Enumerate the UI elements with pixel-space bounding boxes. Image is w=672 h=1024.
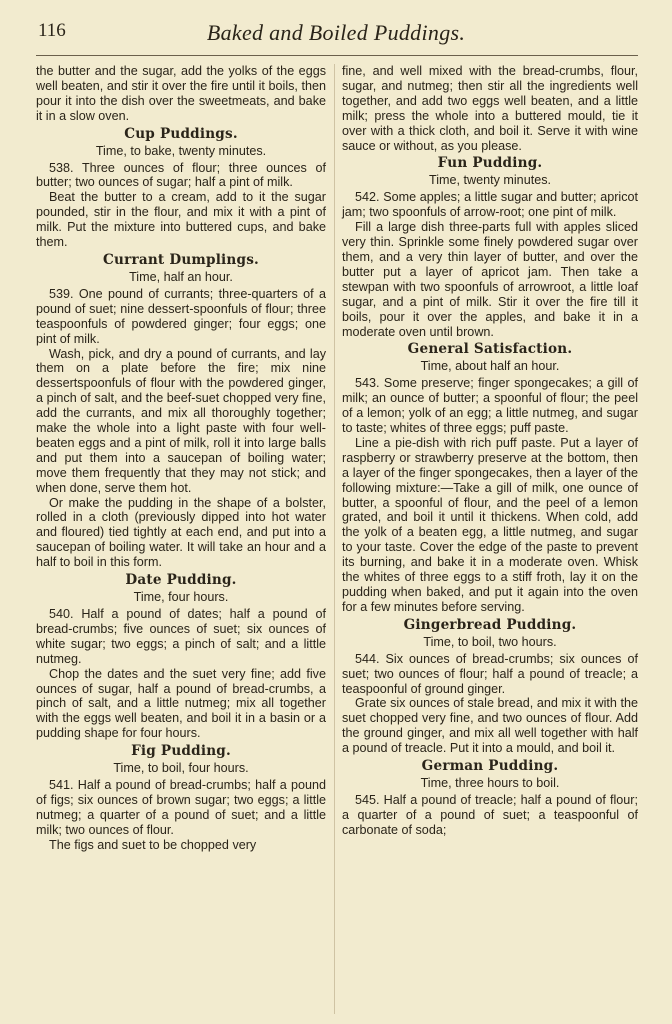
recipe-ingredients: 544. Six ounces of bread-crumbs; six ounces of suet; two ounces of flour; half a pound of treacle; a teaspoonful of ground ginger. — [342, 651, 638, 696]
recipe-directions: Beat the butter to a cream, add to it the sugar pounded, stir in the flour, and mix it with a pint of milk. Put the mixture into buttered cups, and bake them. — [36, 190, 326, 250]
running-title: Baked and Boiled Puddings. — [206, 20, 466, 45]
header-rule — [36, 55, 638, 56]
recipe-time: Time, half an hour. — [129, 269, 233, 284]
recipe-directions: The figs and suet to be chopped very — [49, 837, 257, 852]
continued-paragraph: fine, and well mixed with the bread-crumbs, flour, sugar, and nutmeg; then stir all the ingredients well together, and add two eggs well beaten, and a little milk; press the whole into a buttered mould, tie it over with a thick cloth, and boil it. Serve it with wine sauce or without, as you please. — [342, 64, 638, 153]
recipe-directions: Chop the dates and the suet very fine; add five ounces of sugar, half a pound of bread-crumbs, a pinch of salt, and a little nutmeg; mix all together with the eggs well beaten, and boil it in a basin or a pudding shape for four hours. — [36, 666, 326, 741]
recipe-time: Time, to boil, four hours. — [113, 761, 249, 776]
recipe-heading: Date Pudding. — [125, 572, 237, 589]
recipe-ingredients: 541. Half a pound of bread-crumbs; half a pound of figs; six ounces of brown sugar; two eggs; a little nutmeg; a quarter of a pound of suet; and a little milk; two ounces of flour. — [36, 778, 326, 837]
page-header — [38, 20, 634, 52]
recipe-ingredients: 545. Half a pound of treacle; half a pound of flour; a quarter of a pound of suet; a teaspoonful of carbonate of soda; — [342, 792, 638, 837]
recipe-ingredients: 540. Half a pound of dates; half a pound of bread-crumbs; five ounces of suet; six ounces of white sugar; two eggs; a pinch of salt; and a little nutmeg. — [36, 607, 326, 666]
recipe-directions: Line a pie-dish with rich puff paste. Put a layer of raspberry or strawberry preserve at the bottom, then a layer of the finger spongecakes, then a layer of the following mixture:—Take a gill of milk, one ounce of butter, a spoonful of flour, and the peel of a lemon grated, and boil it until it thickens. When cold, add the yolk of a beaten egg, a little nutmeg, and sugar to your taste. Cover the edge of the paste to prevent its burning, and bake it in a moderate oven. Whisk the whites of three eggs to a stiff froth, lay it on the pudding when baked, and put it again into the oven for a few minutes before serving. — [342, 435, 638, 614]
recipe-ingredients: 539. One pound of currants; three-quarters of a pound of suet; nine dessert-spoonfuls of flour; three teaspoonfuls of powdered ginger; four eggs; one pint of milk. — [36, 286, 326, 346]
column-divider — [334, 64, 335, 1014]
continued-paragraph: the butter and the sugar, add the yolks of the eggs well beaten, and stir it over the fire until it boils, then pour it into the dish over the sweetmeats, and bake it in a slow oven. — [36, 64, 326, 123]
left-column — [36, 64, 326, 853]
recipe-ingredients: 543. Some preserve; finger spongecakes; a gill of milk; an ounce of butter; a spoonful of flour; the peel of a lemon; yolk of an egg; a little nutmeg, and sugar to taste; whites of three eggs; puff paste. — [342, 376, 638, 436]
recipe-directions: Or make the pudding in the shape of a bolster, rolled in a cloth (previously dipped into hot water and floured) tied tightly at each end, and put into a saucepan of boiling water. It will take an hour and a half to boil in this form. — [36, 495, 326, 570]
recipe-time: Time, three hours to boil. — [420, 776, 560, 791]
recipe-ingredients: 538. Three ounces of flour; three ounces of butter; two ounces of sugar; half a pint of milk. — [36, 160, 326, 190]
recipe-time: Time, to bake, twenty minutes. — [95, 143, 267, 158]
recipe-time: Time, four hours. — [133, 590, 229, 605]
right-column — [342, 64, 638, 838]
recipe-directions: Grate six ounces of stale bread, and mix it with the suet chopped very fine, and two ounces of flour. Add the ground ginger, and mix all well together with half a pound of treacle. Put it into a mould, and boil it. — [342, 696, 638, 756]
recipe-heading: German Pudding. — [421, 758, 559, 775]
recipe-time: Time, to boil, two hours. — [423, 634, 557, 649]
recipe-heading: General Satisfaction. — [407, 341, 573, 358]
recipe-directions: Fill a large dish three-parts full with apples sliced very thin. Sprinkle some finely powdered sugar over them, and a very thin layer of butter, and over the butter put a layer of apricot jam. Then take a stewpan with two spoonfuls of arrowroot, a little loaf sugar, and a pint of milk. Stir it over the fire till it boils, pour it over the apples, and bake it in a moderate oven until brown. — [342, 220, 638, 339]
page-number: 116 — [38, 20, 66, 41]
recipe-ingredients: 542. Some apples; a little sugar and butter; apricot jam; two spoonfuls of arrow-root; one pint of milk. — [342, 190, 638, 220]
recipe-heading: Fig Pudding. — [131, 743, 231, 760]
recipe-heading: Gingerbread Pudding. — [403, 616, 577, 633]
recipe-heading: Cup Puddings. — [124, 125, 238, 142]
recipe-time: Time, about half an hour. — [420, 359, 560, 374]
recipe-heading: Currant Dumplings. — [103, 251, 259, 268]
recipe-directions: Wash, pick, and dry a pound of currants, and lay them on a plate before the fire; mix nine dessertspoonfuls of flour with the powdered ginger, a pinch of salt, and the beef-suet chopped very fine, add the currants, and mix all thoroughly together; make the whole into a light paste with four well-beaten eggs and a pint of milk, roll it into large balls and put them into a saucepan of boiling water; move them frequently that they may not stick; and when done, serve them hot. — [36, 346, 326, 495]
recipe-heading: Fun Pudding. — [437, 155, 543, 172]
recipe-time: Time, twenty minutes. — [428, 173, 551, 188]
